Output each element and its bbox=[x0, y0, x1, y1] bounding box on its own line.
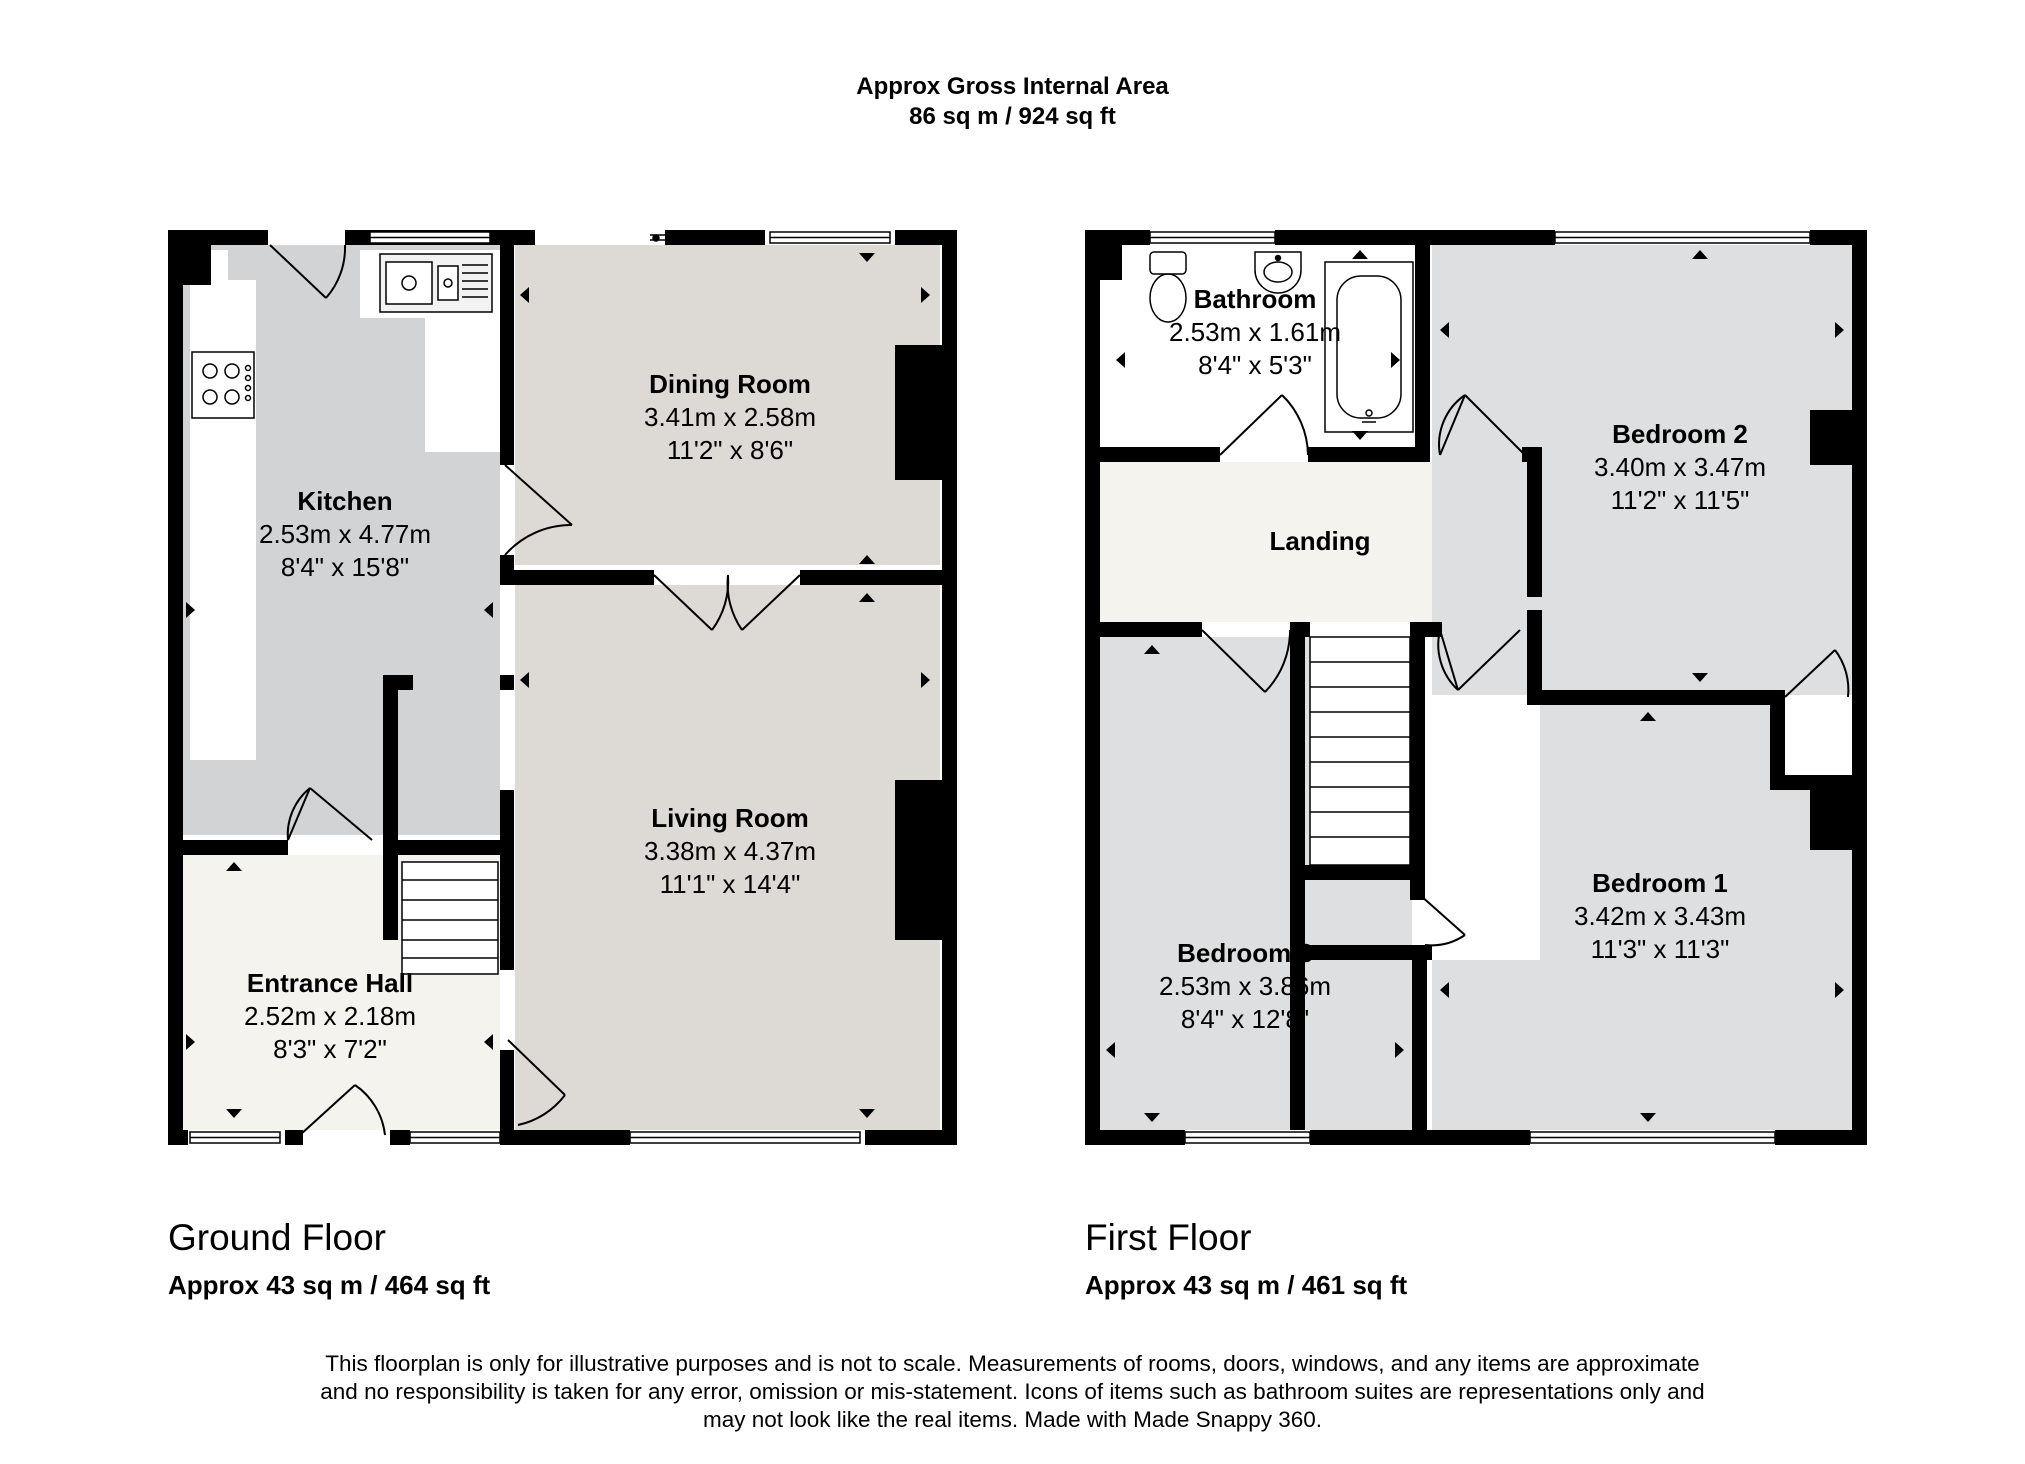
room-imperial: 8'4" x 12'8" bbox=[1180, 1004, 1310, 1034]
room-label-entrance-hall bbox=[180, 967, 480, 1066]
room-metric: 3.42m x 3.43m bbox=[1574, 901, 1746, 931]
first-floor-stairs bbox=[1310, 637, 1410, 865]
sink-icon bbox=[380, 254, 492, 312]
disclaimer-line: This floorplan is only for illustrative purposes and is not to scale. Measurements of rooms, doors, windows, and any items are approximate bbox=[325, 1351, 1700, 1376]
disclaimer-line: and no responsibility is taken for any error, omission or mis-statement. Icons of items such as bathroom suites are representations only and bbox=[320, 1379, 1705, 1404]
room-metric: 2.52m x 2.18m bbox=[244, 1001, 416, 1031]
ground-floor-title: Ground Floor bbox=[168, 1217, 386, 1258]
room-metric: 3.38m x 4.37m bbox=[644, 836, 816, 866]
ground-floor-area: Approx 43 sq m / 464 sq ft bbox=[168, 1270, 491, 1300]
room-name: Entrance Hall bbox=[246, 968, 414, 998]
room-name: Dining Room bbox=[649, 369, 811, 399]
room-imperial: 8'4" x 15'8" bbox=[280, 552, 410, 582]
wardrobe-floor bbox=[1785, 705, 1845, 780]
room-label-bedroom-1 bbox=[1510, 867, 1810, 966]
gross-area-value: 86 sq m / 924 sq ft bbox=[909, 103, 1116, 130]
room-imperial: 11'2" x 8'6" bbox=[666, 435, 794, 465]
room-label-bedroom-3 bbox=[1100, 937, 1390, 1036]
room-imperial: 8'4" x 5'3" bbox=[1198, 350, 1312, 380]
gross-area-title: Approx Gross Internal Area bbox=[856, 73, 1169, 100]
room-name: Bathroom bbox=[1193, 284, 1317, 314]
room-imperial: 8'3" x 7'2" bbox=[273, 1034, 387, 1064]
room-label-landing bbox=[1200, 525, 1440, 558]
room-metric: 2.53m x 3.86m bbox=[1159, 971, 1331, 1001]
room-name: Kitchen bbox=[297, 486, 393, 516]
room-name: Landing bbox=[1269, 526, 1371, 556]
first-floor-area: Approx 43 sq m / 461 sq ft bbox=[1085, 1270, 1408, 1300]
ground-floor-stairs bbox=[402, 862, 498, 974]
room-imperial: 11'2" x 11'5" bbox=[1610, 485, 1750, 515]
room-metric: 3.40m x 3.47m bbox=[1594, 452, 1766, 482]
room-label-bathroom bbox=[1130, 283, 1380, 382]
room-label-kitchen bbox=[190, 485, 500, 584]
room-name: Bedroom 1 bbox=[1592, 868, 1728, 898]
room-name: Bedroom 2 bbox=[1612, 419, 1748, 449]
room-metric: 2.53m x 4.77m bbox=[259, 519, 431, 549]
room-label-bedroom-2 bbox=[1530, 418, 1830, 517]
room-metric: 3.41m x 2.58m bbox=[644, 402, 816, 432]
room-label-living-room bbox=[560, 802, 900, 901]
first-floor-title: First Floor bbox=[1085, 1217, 1252, 1258]
room-name: Living Room bbox=[651, 803, 809, 833]
room-name: Bedroom 3 bbox=[1177, 938, 1313, 968]
room-imperial: 11'3" x 11'3" bbox=[1590, 934, 1730, 964]
room-imperial: 11'1" x 14'4" bbox=[659, 869, 801, 899]
disclaimer bbox=[200, 1350, 1825, 1434]
room-metric: 2.53m x 1.61m bbox=[1169, 317, 1341, 347]
disclaimer-line: may not look like the real items. Made with Made Snappy 360. bbox=[702, 1407, 1323, 1432]
room-label-dining-room bbox=[560, 368, 900, 467]
